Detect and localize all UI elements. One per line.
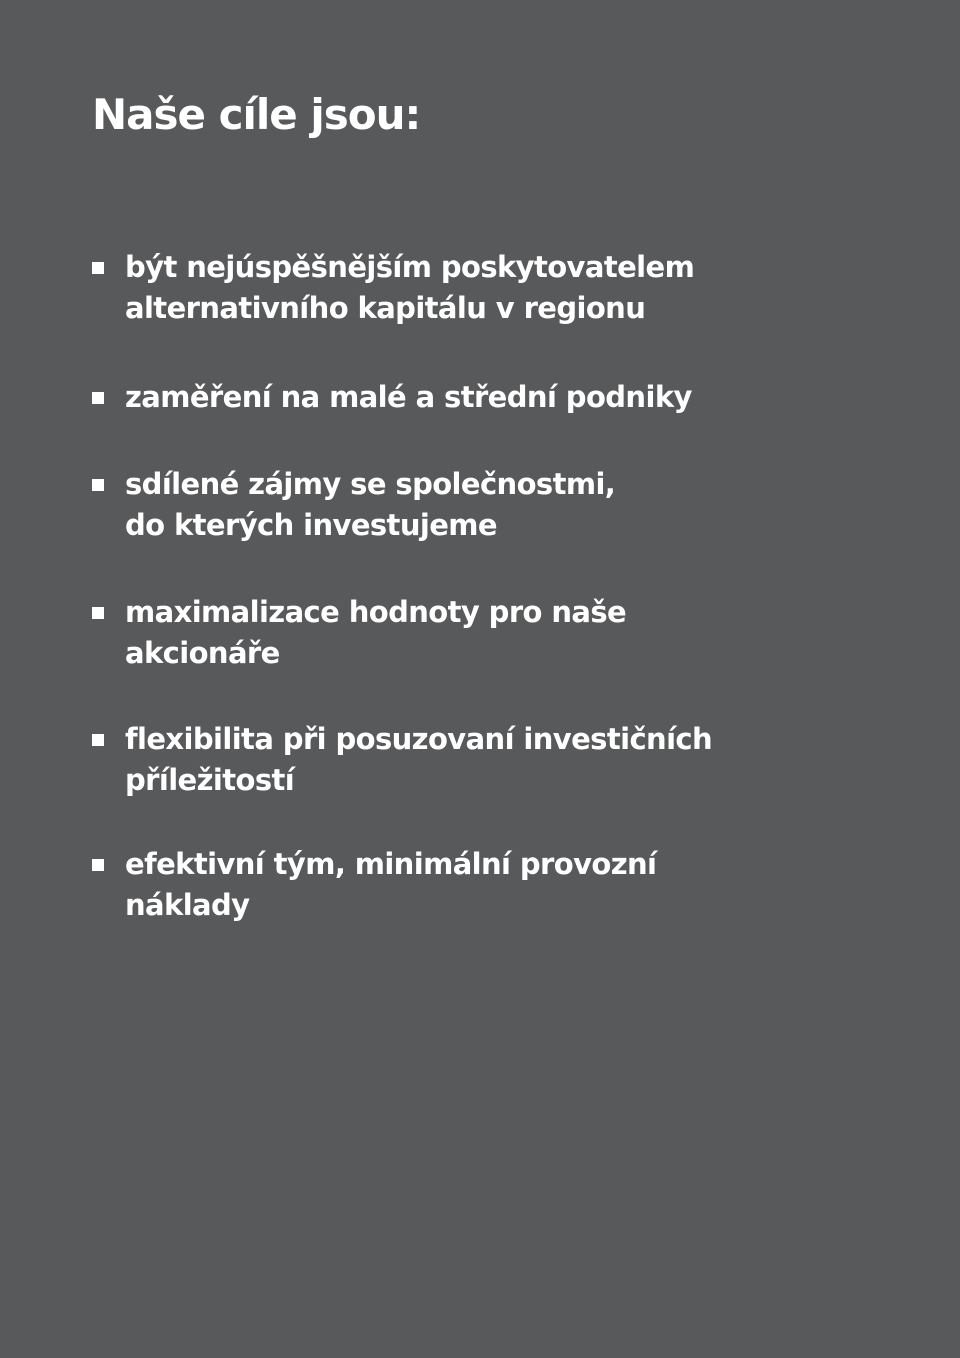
list-item — [92, 464, 792, 546]
square-bullet-icon — [92, 607, 104, 619]
list-item-text — [125, 592, 626, 674]
square-bullet-icon — [92, 734, 104, 746]
square-bullet-icon — [92, 262, 104, 274]
list-item — [92, 247, 792, 329]
list-item-text — [125, 719, 712, 801]
list-item-line: maximalizace hodnoty pro naše — [125, 595, 627, 629]
list-item — [92, 844, 792, 926]
square-bullet-icon — [92, 392, 104, 404]
list-item-text — [125, 464, 615, 546]
list-item-text — [125, 247, 694, 329]
list-item — [92, 592, 792, 674]
list-item-line: akcionáře — [125, 636, 280, 670]
list-item-line: zaměření na malé a střední podniky — [125, 380, 692, 414]
list-item-line: příležitostí — [125, 763, 295, 797]
list-item-line: alternativního kapitálu v regionu — [125, 291, 646, 325]
list-item — [92, 377, 792, 418]
list-item-line: sdílené zájmy se společnostmi, — [125, 467, 616, 501]
square-bullet-icon — [92, 479, 104, 491]
list-item — [92, 719, 792, 801]
list-item-line: náklady — [125, 888, 250, 922]
list-item-line: do kterých investujeme — [125, 508, 497, 542]
list-item-text — [125, 377, 692, 418]
list-item-line: být nejúspěšnějším poskytovatelem — [125, 250, 695, 284]
list-item-line: efektivní tým, minimální provozní — [125, 847, 657, 881]
page-title: Naše cíle jsou: — [92, 90, 421, 139]
list-item-text — [125, 844, 656, 926]
square-bullet-icon — [92, 859, 104, 871]
list-item-line: flexibilita při posuzovaní investičních — [125, 722, 713, 756]
